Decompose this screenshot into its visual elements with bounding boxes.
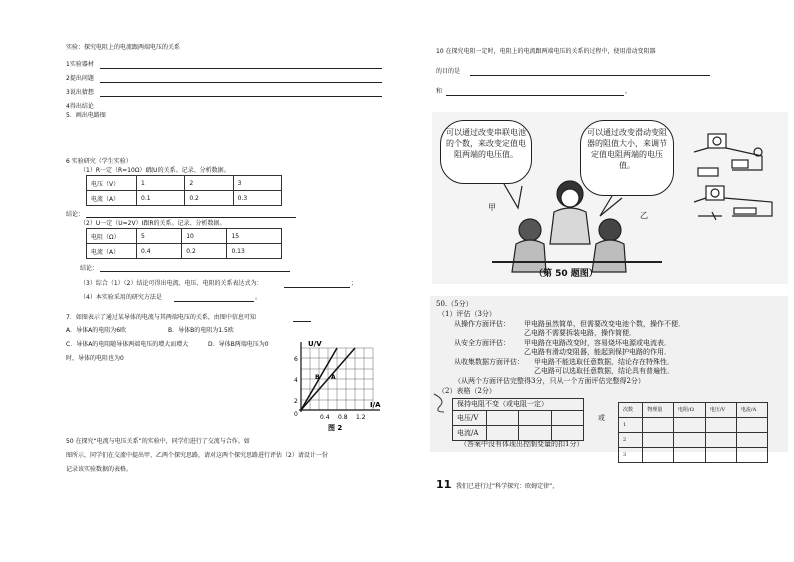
answer-line-conclusion-1[interactable] (86, 217, 296, 218)
table-cell (487, 411, 519, 426)
step-question: 2提出问题 (66, 75, 94, 82)
step-circuit: 5．画出电路图 (66, 112, 106, 119)
question-10-line-1: 10 在探究电阻一定时，电阻上的电流跟两端电压的关系的过程中，使用滑动变阻器 (436, 48, 656, 55)
table-voltage-current (86, 175, 282, 206)
table-cell: 电阻/Ω (674, 403, 706, 418)
question-11-number: 11 (436, 478, 452, 491)
table-row (87, 244, 282, 259)
graph-caption: 图 2 (328, 424, 343, 432)
question-7: 7．如图表示了通过某导体的电流与其两端电压的关系，由图中信息可知 (66, 314, 256, 321)
table-cell: 电流（A） (87, 244, 137, 259)
experiment-section-title: 6 实验研究（学生实验） (66, 158, 132, 165)
table-cell: 0.1 (137, 191, 185, 206)
answer-line-conclusion-2[interactable] (100, 271, 290, 272)
question-3-tail: ； (351, 280, 358, 287)
answer-line-question[interactable] (100, 82, 382, 83)
step-equipment: 1实验器材 (66, 61, 94, 68)
answer-note-1: （从两个方面评估完整得3分，只从一个方面评估完整得2分） (454, 377, 645, 385)
x-axis-label: I/A (370, 401, 381, 409)
question-11-text: ．我们已进行过“科学探究：欧姆定律”， (450, 483, 559, 490)
table-cell (519, 411, 551, 426)
table-cell: 电阻（Ω） (87, 229, 137, 244)
speech-bubble-jia: 可以通过改变串联电池的个数，来改变定值电阻两端的电压值。 (440, 120, 532, 184)
option-d-continued: 时，导体的电阻也为0 (66, 355, 124, 362)
table-cell (674, 448, 706, 463)
table-cell (643, 418, 674, 433)
answer-table-a (452, 398, 584, 441)
answer-data-1: 甲电路不能选取任意数据，结论存在特殊性． (534, 358, 674, 366)
table-cell: 0.13 (227, 244, 282, 259)
answer-safe-prefix: 从安全方面评估： (454, 339, 510, 347)
graph-grid (301, 348, 373, 410)
table-cell (674, 433, 706, 448)
table-cell: 电压/V (705, 403, 736, 418)
part2-intro: （2）U一定（U=2V）I跟R的关系。记录、分析数据。 (80, 220, 226, 227)
table-row (619, 418, 768, 433)
label-yi: 乙 (640, 211, 648, 220)
answer-line-q3[interactable] (284, 287, 350, 288)
x-tick-1.2: 1.2 (356, 414, 366, 421)
table-cell: 电压（V） (87, 176, 137, 191)
answer-line-q10-purpose-1[interactable] (470, 75, 710, 76)
table-cell: 0.2 (185, 191, 233, 206)
table-cell: 保持电阻不变（或电阻一定） (453, 399, 584, 411)
table-cell: 5 (137, 229, 182, 244)
line-b-label: B (315, 374, 320, 381)
table-cell: 次数 (619, 403, 643, 418)
answer-or: 或 (598, 414, 605, 422)
option-d[interactable]: D．导体B两端电压为0 (208, 341, 269, 348)
table-cell: 10 (182, 229, 227, 244)
table-cell: 2 (185, 176, 233, 191)
table-cell (736, 433, 767, 448)
table-cell (643, 433, 674, 448)
question-50-line-3: 记录该实验数据的表格。 (66, 466, 133, 473)
answer-data-2: 乙电路可以选取任意数据，结论具有普遍性． (534, 367, 674, 375)
question-10-line-2: 的目的是 (436, 68, 461, 75)
speech-bubble-yi: 可以通过改变滑动变阻器的阻值大小，来调节定值电阻两端的电压值。 (580, 120, 674, 196)
option-a[interactable]: A．导体A的电阻为6欧 (66, 327, 127, 334)
figure-50-illustration (432, 112, 788, 284)
option-b[interactable]: B．导体B的电阻为1.5欧 (168, 327, 234, 334)
table-cell (705, 448, 736, 463)
table-cell: 电压/V (453, 411, 487, 426)
table-resistance-current (86, 228, 282, 259)
line-a-label: A (331, 374, 336, 381)
option-c[interactable]: C．导体A的电阻随导体两端电压的增大而增大 (66, 341, 189, 348)
x-tick-0.8: 0.8 (338, 414, 348, 421)
table-row (453, 426, 584, 441)
u-i-graph (286, 338, 386, 434)
step-guess: 3说出猜想 (66, 89, 94, 96)
table-row (87, 176, 282, 191)
table-cell (736, 418, 767, 433)
table-row (619, 403, 768, 418)
question-10-tail: 。 (625, 88, 632, 95)
step-conclusion: 4得出结论 (66, 103, 94, 110)
answer-data-prefix: 从收集数据方面评估： (454, 358, 524, 366)
y-axis-label: U/V (308, 340, 322, 348)
table-cell: 3 (233, 176, 281, 191)
table-cell: 0.3 (233, 191, 281, 206)
students-drawing (432, 112, 788, 284)
table-row (87, 229, 282, 244)
answer-op-prefix: 从操作方面评估： (454, 320, 510, 328)
table-cell (705, 418, 736, 433)
table-cell (643, 448, 674, 463)
part1-intro: （1）R一定（R=10Ω）I跟U的关系。记录、分析数据。 (80, 167, 230, 174)
answer-op-2: 乙电路不需要拆装电路，操作简便． (524, 329, 636, 337)
table-cell: 1 (619, 418, 643, 433)
question-50-line-2: 图所示，同学们在交流中提出甲、乙两个探究思路，请对这两个探究思路进行评估（2）请设计一份 (66, 452, 328, 459)
handwritten-mark (430, 392, 450, 414)
table-cell: 2 (619, 433, 643, 448)
answer-table-title: （2）表格（2分） (438, 387, 496, 395)
table-cell: 电流/A (453, 426, 487, 441)
table-cell: 0.4 (137, 244, 182, 259)
answer-safe-1: 甲电路在电路改变时，容易烧坏电源或电流表． (524, 339, 671, 347)
experiment-title: 实验：探究电阻上的电流跟两端电压的关系 (66, 44, 181, 51)
answer-safe-2: 乙电路有滑动变阻器，能起到保护电路的作用． (524, 348, 671, 356)
conclusion-label-2: 结论： (80, 265, 99, 272)
answer-line-equipment[interactable] (100, 68, 382, 69)
table-cell: 15 (227, 229, 282, 244)
table-cell (674, 418, 706, 433)
table-cell (487, 426, 519, 441)
table-row (453, 411, 584, 426)
table-row (453, 399, 584, 411)
table-cell (551, 411, 583, 426)
question-3: （3）综合（1）（2）结论可得出电流、电压、电阻的关系表达式为： (80, 280, 263, 287)
table-cell: 电流（A） (87, 191, 137, 206)
table-cell: 0.2 (182, 244, 227, 259)
x-tick-0.4: 0.4 (320, 414, 330, 421)
answer-table-b (618, 402, 768, 463)
question-50-line-1: 50 在探究“电流与电压关系”的实验中，同学们进行了交流与合作。如 (66, 438, 250, 445)
table-cell (551, 426, 583, 441)
table-cell: 物理量 (643, 403, 674, 418)
question-4-tail: 。 (255, 294, 262, 301)
table-cell: 1 (137, 176, 185, 191)
answer-title: 50.（5分） (436, 300, 473, 308)
y-tick-0: 0 (294, 411, 298, 418)
table-cell (736, 448, 767, 463)
answer-note-2: （答案中没有体现出控制变量的扣1分） (460, 440, 584, 448)
question-10-and: 和 (436, 88, 443, 95)
y-tick-6: 6 (294, 356, 298, 363)
table-cell: 3 (619, 448, 643, 463)
table-cell: 电流/A (736, 403, 767, 418)
figure-50-caption: （第 50 题图） (534, 269, 598, 279)
y-tick-2: 2 (294, 398, 298, 405)
question-4: （4）本实验采用的研究方法是 (80, 294, 162, 301)
answer-op-1: 甲电路虽然简单，但需要改变电池个数，操作不便． (524, 320, 685, 328)
y-tick-4: 4 (294, 377, 298, 384)
answer-line-q7[interactable] (293, 321, 311, 322)
table-cell (705, 433, 736, 448)
table-cell (519, 426, 551, 441)
conclusion-label-1: 结论： (66, 211, 85, 218)
label-jia: 甲 (488, 203, 496, 212)
answer-eval-title: （1）评估（3分） (438, 310, 496, 318)
answer-line-q4[interactable] (174, 301, 254, 302)
answer-line-guess[interactable] (100, 96, 382, 97)
table-row (619, 433, 768, 448)
answer-key-50 (430, 296, 788, 458)
table-row (619, 448, 768, 463)
answer-line-q10-purpose-2[interactable] (446, 95, 624, 96)
table-row (87, 191, 282, 206)
